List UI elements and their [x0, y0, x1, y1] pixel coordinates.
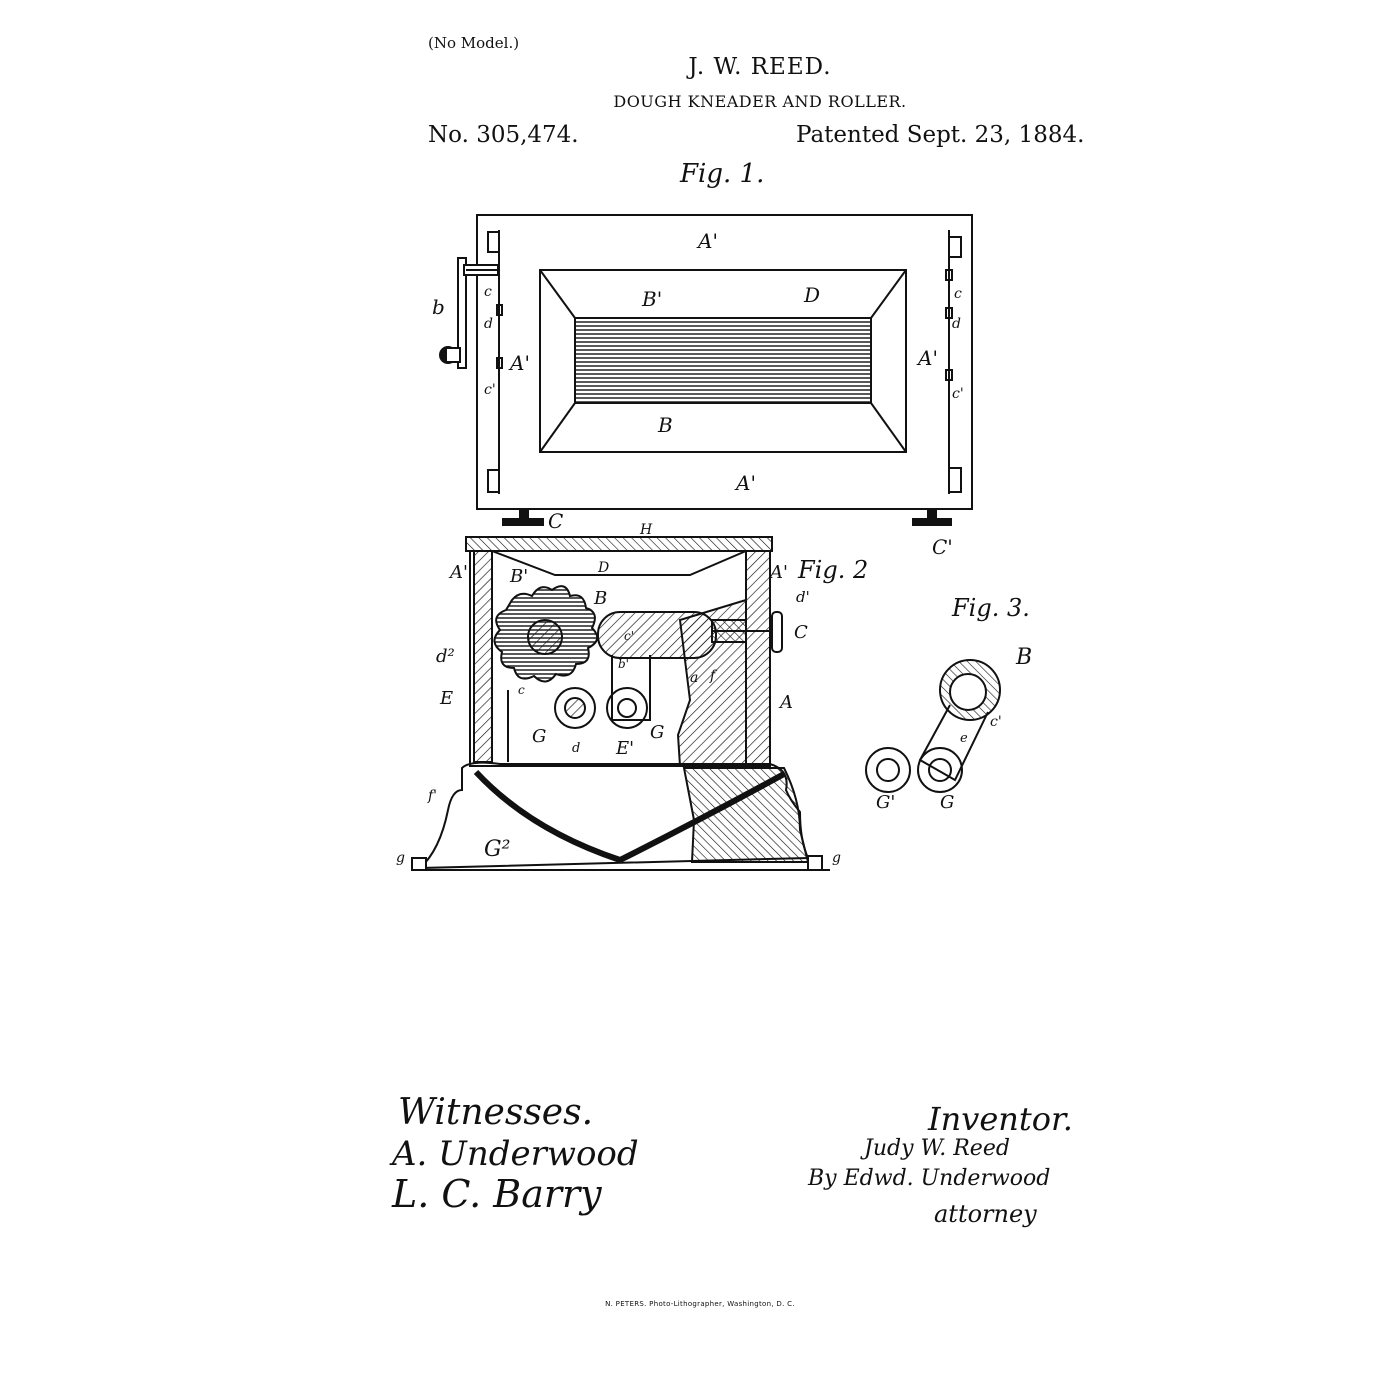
ref-letter: d — [484, 316, 493, 332]
ref-letter: c' — [990, 714, 1002, 730]
figure-2 — [412, 537, 830, 870]
ref-letter: B — [658, 413, 673, 437]
attorney-title: attorney — [934, 1200, 1037, 1228]
printer-credit: N. PETERS. Photo-Lithographer, Washington, D. C. — [605, 1300, 795, 1308]
ref-letter: f — [710, 668, 716, 684]
ref-letter: d — [572, 741, 581, 756]
ref-letter: G — [650, 722, 665, 743]
ref-letter: c — [518, 683, 525, 697]
ref-letter: g — [832, 850, 841, 866]
ref-letter: B' — [642, 287, 663, 311]
fig2-label: Fig. 2 — [798, 556, 869, 584]
fig3-label: Fig. 3. — [952, 594, 1030, 622]
attorney-signature: By Edwd. Underwood — [808, 1166, 1051, 1191]
ref-letter: D — [804, 283, 821, 307]
ref-letter: c' — [484, 382, 496, 398]
fig1-label: Fig. 1. — [680, 159, 765, 189]
figure-3 — [866, 660, 1000, 792]
ref-letter: A' — [510, 351, 530, 375]
ref-letter: D — [598, 560, 610, 576]
ref-letter: E' — [616, 738, 635, 759]
ref-letter: E — [440, 688, 454, 709]
ref-letter: c' — [952, 386, 964, 402]
ref-letter: A — [780, 692, 793, 713]
patent-date: Patented Sept. 23, 1884. — [796, 122, 1085, 148]
ref-letter: C' — [932, 535, 953, 559]
inventor-name-heading: J. W. REED. — [688, 54, 832, 80]
ref-letter: f' — [428, 788, 438, 804]
ref-letter: C — [794, 622, 808, 643]
ref-letter: g — [396, 850, 405, 866]
ref-letter: A' — [770, 562, 788, 583]
witness-signature-2: L. C. Barry — [392, 1172, 602, 1216]
no-model-note: (No Model.) — [428, 34, 520, 52]
ref-letter: a — [690, 670, 699, 686]
patent-number: No. 305,474. — [428, 122, 579, 148]
ref-letter: B — [1016, 645, 1033, 670]
ref-letter: e — [960, 731, 968, 746]
ref-letter: H — [640, 522, 653, 538]
inventor-label: Inventor. — [928, 1100, 1073, 1138]
ref-letter: G' — [876, 792, 896, 813]
ref-letter: c — [484, 284, 492, 300]
ref-letter: A' — [918, 346, 938, 370]
inventor-signature: Judy W. Reed — [864, 1136, 1010, 1161]
ref-letter: d² — [436, 646, 455, 667]
ref-letter: d — [952, 316, 961, 332]
ref-letter: b' — [618, 657, 629, 671]
witnesses-label: Witnesses. — [398, 1092, 594, 1133]
ref-letter: C — [548, 509, 564, 533]
ref-letter: G — [940, 792, 955, 813]
ref-letter: A' — [698, 229, 718, 253]
ref-letter: B' — [510, 566, 529, 587]
ref-letter: G — [532, 726, 547, 747]
ref-letter: b — [432, 295, 445, 319]
ref-letter: c' — [624, 629, 635, 643]
ref-letter: G² — [484, 837, 511, 862]
ref-letter: d' — [796, 588, 810, 606]
patent-title: DOUGH KNEADER AND ROLLER. — [613, 92, 907, 111]
ref-letter: A' — [736, 471, 756, 495]
ref-letter: A' — [450, 562, 468, 583]
witness-signature-1: A. Underwood — [392, 1134, 639, 1174]
ref-letter: B — [594, 588, 608, 609]
ref-letter: c — [954, 286, 962, 302]
